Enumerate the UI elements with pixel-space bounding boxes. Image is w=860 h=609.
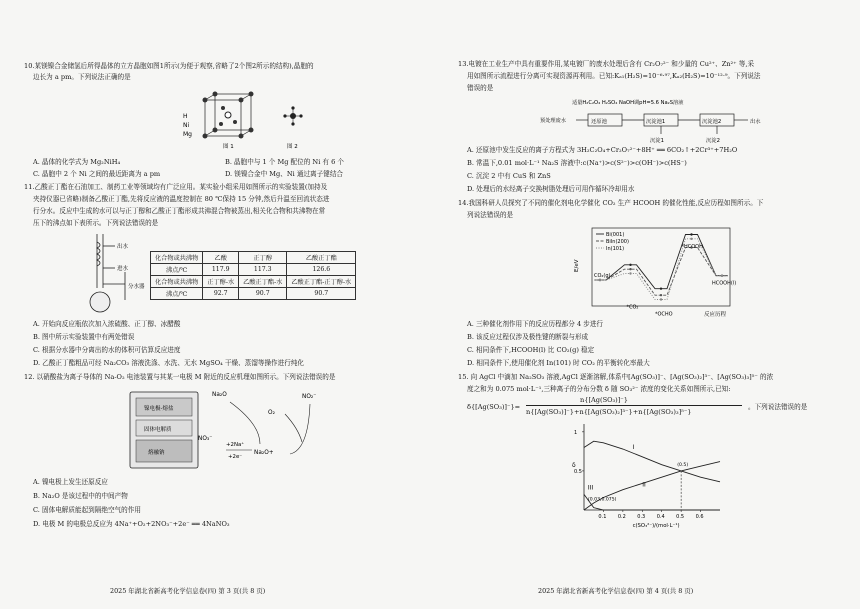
x-tick-label: 0.2 xyxy=(617,514,626,520)
energy-profile-chart xyxy=(570,220,740,320)
q14-stem-line2: 列说法错误的是 xyxy=(467,211,514,219)
q13-option-a: A. 还原池中发生反应的离子方程式为 3H₂C₂O₄+Cr₂O₇²⁻+8H⁺ ══ 6CO₂↑+2Cr³⁺+7H₂O xyxy=(467,146,738,154)
label-outlet-water: 出水 xyxy=(117,244,129,250)
q13-option-b: B. 常温下,0.01 mol·L⁻¹ Na₂S 溶液中:c(Na⁺)>c(S²⁻)>c(OH⁻)>c(HS⁻) xyxy=(467,159,687,167)
q15-formula-tail: 。下列说法错误的是 xyxy=(748,403,808,411)
data-point xyxy=(690,233,692,235)
label-molten-na: 熔融钠 xyxy=(148,450,165,456)
q11-option-a: A. 开始向反应瓶依次加入浓硫酸、正丁醇、冰醋酸 xyxy=(33,320,181,328)
q11-option-c: C. 根据分水器中分离出的水的体积可估算反应进度 xyxy=(33,346,181,354)
mech-no2: NO₂⁻ xyxy=(302,394,317,400)
atoms xyxy=(203,92,254,139)
wastewater-flowchart xyxy=(540,96,780,146)
y-axis-label: E/eV xyxy=(574,259,580,272)
q14-option-d: D. 相同条件下,使用催化剂 In(101) 时 CO₂ 的平衡转化率最大 xyxy=(467,359,650,367)
legend-mg: Mg xyxy=(183,131,192,138)
q12-stem: 12. 以硝酸盐为离子导体的 Na-O₂ 电池装置与其某一电极 M 附近的反应机理如图所示。下列说法错误的是 xyxy=(24,373,336,381)
y-tick-label: 1 xyxy=(574,429,578,436)
data-point xyxy=(629,264,631,266)
flow-precip-tank-1: 沉淀池1 xyxy=(646,119,666,125)
annotation-label: *CO₂ xyxy=(626,304,639,311)
legend-h: H xyxy=(183,113,188,120)
x-tick-label: 0.3 xyxy=(637,514,646,520)
curve-label: III xyxy=(587,484,594,492)
table-row: 沸点/℃ 92.7 90.7 90.7 xyxy=(151,288,356,300)
flow-ppt-1: 沉淀1 xyxy=(650,138,664,144)
legend-label: Bi(001) xyxy=(606,232,625,238)
annotation-label: HCOOH(l) xyxy=(712,280,737,287)
q15-formula-lhs: δ{[Ag(SO₃)]⁻}= xyxy=(467,403,521,411)
data-point xyxy=(721,274,723,276)
mech-no3-left: NO₃⁻ xyxy=(198,436,213,442)
x-tick-label: 0.6 xyxy=(695,514,704,520)
q14-stem-line1: 14.我国科研人员探究了不同的催化剂电化学催化 CO₂ 生产 HCOOH 的催化性能,反应历程如图所示。下 xyxy=(458,199,764,207)
q10-option-a: A. 晶体的化学式为 Mg₂NiH₄ xyxy=(33,158,121,166)
q10-option-c: C. 晶胞中 2 个 Ni 之间的最近距离为 a pm xyxy=(33,170,161,178)
annotation-label: CO₂(g) xyxy=(594,273,611,279)
point-label: (0.03,0.075) xyxy=(588,497,617,503)
right-footer: 2025 年湖北省新高考化学信息卷(四) 第 4 页(共 8 页) xyxy=(538,587,694,595)
flow-reagents: 适量H₂C₂O₄ H₂SO₄ NaOH调pH=5.6 Na₂S溶液 xyxy=(572,100,684,106)
curve-II xyxy=(584,462,720,510)
x-tick-label: 0.4 xyxy=(656,514,665,520)
data-point xyxy=(629,272,631,274)
q12-option-d: D. 电极 M 的电极总反应为 4Na⁺+O₂+2NO₃⁻+2e⁻ ══ 4NaNO₃ xyxy=(33,520,230,528)
q10-option-d: D. 镁镍合金中 Mg、Ni 通过离子键结合 xyxy=(225,170,344,178)
y-tick-label: 0.5 xyxy=(574,468,582,475)
reaction-mechanism xyxy=(190,384,330,470)
distribution-fraction-chart xyxy=(560,418,730,528)
q14-option-a: A. 三种催化剂作用下的反应历程都分 4 步进行 xyxy=(467,320,604,328)
q14-option-c: C. 相同条件下,HCOOH(l) 比 CO₂(g) 稳定 xyxy=(467,346,595,354)
data-point xyxy=(660,298,662,300)
data-point xyxy=(629,268,631,270)
table-row: 化合物或共沸物 正丁醇-水 乙酸正丁酯-水 乙酸正丁酯-正丁醇-水 xyxy=(151,276,356,288)
x-tick-label: 0.1 xyxy=(598,514,607,520)
q10-option-b: B. 晶胞中与 1 个 Mg 配位的 Ni 有 6 个 xyxy=(225,158,344,166)
x-axis-label: 反应历程 xyxy=(704,312,727,318)
legend-label: In(101) xyxy=(606,246,625,252)
mech-plus-na: +2Na⁺ xyxy=(226,442,245,448)
figure-2-molecule xyxy=(283,106,302,125)
table-row: 沸点/℃ 117.9 117.3 126.6 xyxy=(151,264,356,276)
q13-stem-line3: 错误的是 xyxy=(467,84,494,92)
q15-formula-numerator: n{[Ag(SO₃)]⁻} xyxy=(580,396,628,404)
fraction-bar xyxy=(526,405,742,406)
label-solid-electrolyte: 固体电解质 xyxy=(144,427,172,433)
table-row: 化合物或共沸物 乙酸 正丁醇 乙酸正丁酯 xyxy=(151,252,356,264)
label-water-separator: 分水器 xyxy=(128,284,145,290)
mech-plus-e: +2e⁻ xyxy=(228,454,243,460)
flow-reduction-tank: 还原池 xyxy=(591,119,607,125)
data-point xyxy=(660,294,662,296)
distillation-apparatus xyxy=(55,232,155,316)
mech-o2: O₂ xyxy=(268,410,275,416)
right-page xyxy=(430,0,860,609)
q13-option-c: C. 沉淀 2 中有 CuS 和 ZnS xyxy=(467,172,551,180)
q11-stem-line3: 行分水。反应中生成的水可以与正丁醇和乙酸正丁酯形成共沸混合物被蒸出,相关化合物和共沸物在常 xyxy=(33,207,326,215)
q10-stem-line1: 10.某镁镍合金储氢后所得晶体的立方晶胞如图1所示(为便于观察,省略了2个图2所示的结构),晶胞的 xyxy=(24,62,314,70)
q15-formula-denominator: n{[Ag(SO₃)]⁻}+n{[Ag(SO₃)₂]³⁻}+n{[Ag(SO₃)₃]⁵⁻} xyxy=(526,408,692,416)
q12-option-b: B. Na₂O 是该过程中的中间产物 xyxy=(33,492,128,500)
annotation-label: *HCOOH xyxy=(681,244,703,250)
annotation-label: *OCHO xyxy=(655,311,673,318)
crystal-cell-figure xyxy=(165,88,325,150)
q11-stem-line4: 压下的沸点如下表所示。下列说法错误的是 xyxy=(33,219,159,227)
curve-label: II xyxy=(642,481,646,489)
legend-ni: Ni xyxy=(183,122,190,129)
q15-stem-line2: 度之和为 0.075 mol·L⁻¹,三种离子的分布分数 δ 随 SO₃²⁻ 浓度的变化关系如图所示,已知: xyxy=(467,385,731,393)
left-footer: 2025 年湖北省新高考化学信息卷(四) 第 3 页(共 8 页) xyxy=(110,587,266,595)
x-axis-label: c(SO₃²⁻)/(mol·L⁻¹) xyxy=(632,523,680,528)
boiling-point-table xyxy=(150,251,356,300)
q11-stem-line2: 夹持仪器已省略)制备乙酸正丁酯,先将反应液的温度控制在 80 ℃保持 15 分钟,然后升温至回流状态进 xyxy=(33,195,330,203)
flow-ppt-2: 沉淀2 xyxy=(706,138,720,144)
data-point xyxy=(660,287,662,289)
data-point xyxy=(599,279,601,281)
q13-stem-line1: 13.电镀在工业生产中具有重要作用,某电镀厂的废水处理后含有 Cr₂O₇²⁻ 和少量的 Cu²⁺、Zn²⁺ 等,采 xyxy=(458,60,755,68)
legend-label: BiIn(200) xyxy=(606,239,629,245)
q15-stem-line1: 15. 向 AgCl 中滴加 Na₂SO₃ 溶液,AgCl 逐渐溶解,体系中[Ag(SO₃)]⁻、[Ag(SO₃)₂]³⁻、[Ag(SO₃)₃]⁵⁻ 的浓 xyxy=(458,373,774,381)
flow-input: 预处理废水 xyxy=(540,118,566,124)
q13-stem-line2: 用如图所示流程进行分离可实现资源再利用。已知:Kₐ₁(H₂S)=10⁻⁶·⁹⁷,Kₐ₂(H₂S)=10⁻¹²·⁹。下列说法 xyxy=(467,72,761,80)
q14-option-b: B. 该反应过程仅涉及极性键的断裂与形成 xyxy=(467,333,589,341)
q11-option-d: D. 乙酸正丁酯粗品可经 Na₂CO₃ 溶液洗涤、水洗、无水 MgSO₄ 干燥、蒸馏等操作进行纯化 xyxy=(33,359,305,367)
point-label: (0.5) xyxy=(677,463,689,469)
q10-stem-line2: 边长为 a pm。下列说法正确的是 xyxy=(33,73,131,81)
fig2-caption: 图 2 xyxy=(287,144,298,150)
curve-I xyxy=(584,441,720,482)
mech-na2o: Na₂O xyxy=(212,392,227,398)
mech-product: Na₂O+ xyxy=(254,450,274,456)
label-inlet-water: 进水 xyxy=(117,266,129,272)
q11-stem-line1: 11.乙酸正丁酯在石油加工、制药工业等领域均有广泛应用。某实验小组采用如图所示的实验装置(加持及 xyxy=(24,183,328,191)
q11-option-b: B. 图中所示实验装置中有两处错误 xyxy=(33,333,135,341)
q12-option-c: C. 固体电解质能起到隔绝空气的作用 xyxy=(33,506,141,514)
fig1-caption: 图 1 xyxy=(223,144,234,150)
flow-precip-tank-2: 沉淀池2 xyxy=(702,119,722,125)
q13-option-d: D. 处理后的水经离子交换树脂处理后可用作循环冷却用水 xyxy=(467,185,635,193)
y-axis-label: δ xyxy=(572,462,576,469)
flow-output: 出水 xyxy=(750,119,761,125)
data-point xyxy=(690,238,692,240)
x-tick-label: 0.5 xyxy=(676,514,685,520)
q12-option-a: A. 镍电极上发生还原反应 xyxy=(33,478,108,486)
label-ni-electrode: 镍电极-熔盐 xyxy=(144,406,174,412)
curve-label: I xyxy=(632,444,635,452)
